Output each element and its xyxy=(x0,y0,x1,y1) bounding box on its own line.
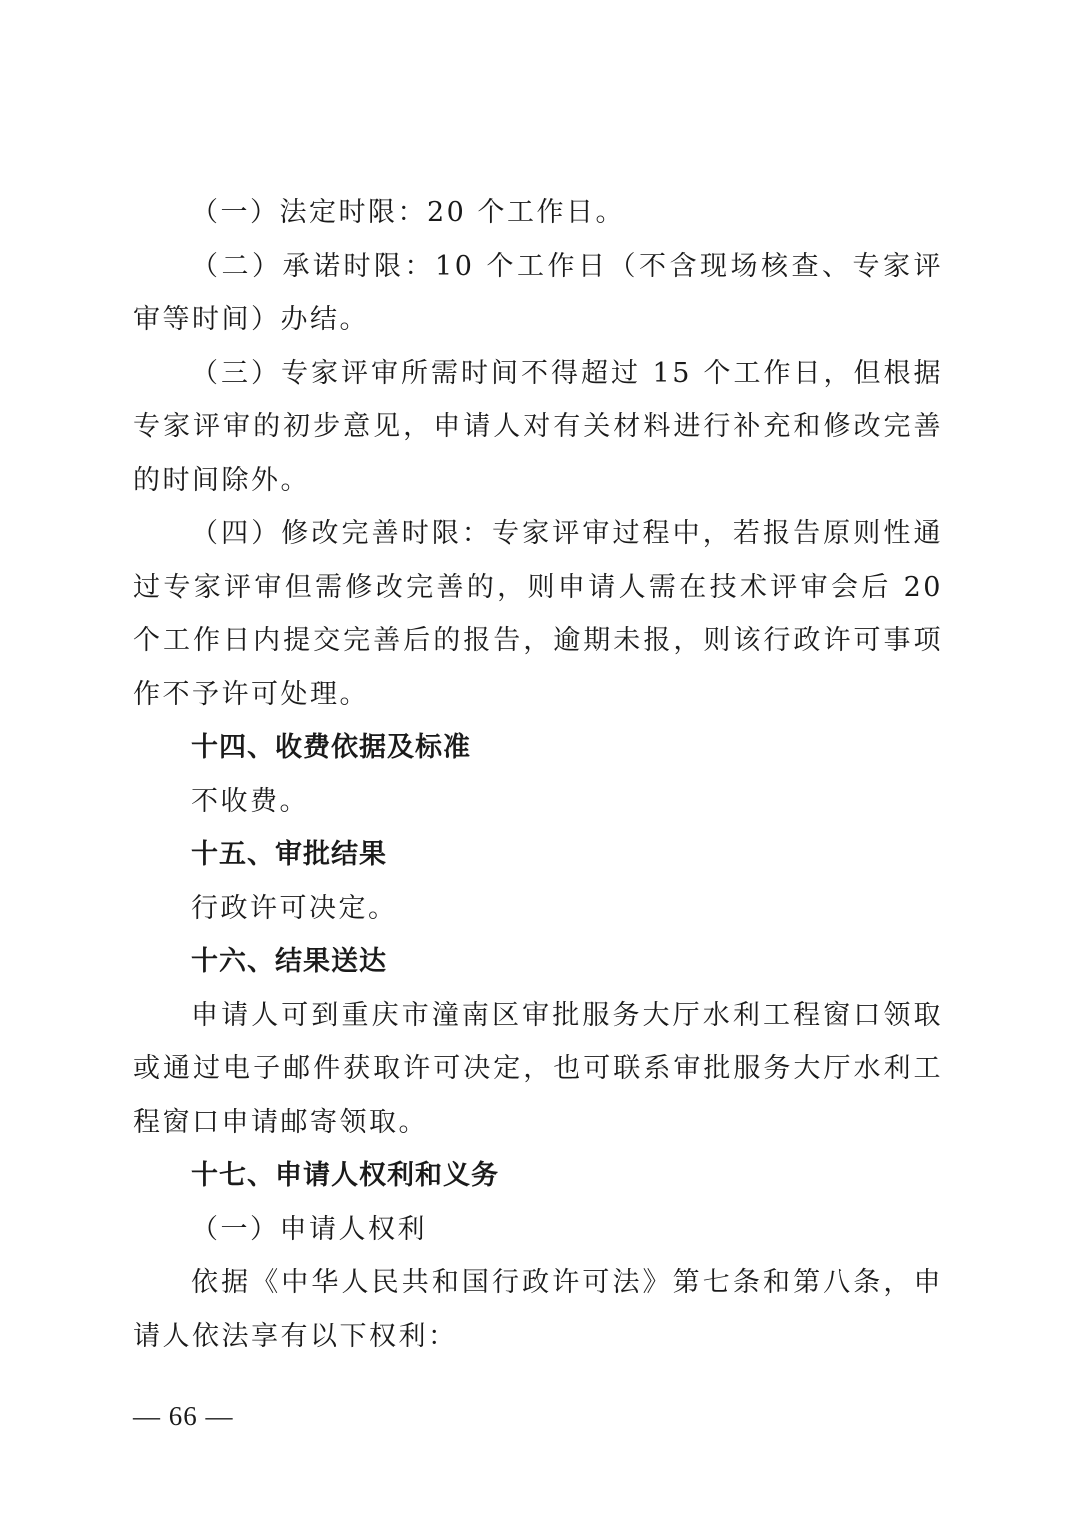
paragraph-approval-decision: 行政许可决定。 xyxy=(191,892,398,924)
document-body xyxy=(133,186,943,1363)
paragraph-revision-time-limit: （四）修改完善时限：专家评审过程中，若报告原则性通过专家评审但需修改完善的，则申请人需在技术评审会后 20 个工作日内提交完善后的报告，逾期未报，则该行政许可事项作不予许可处理。 xyxy=(133,518,943,710)
paragraph-applicant-rights-basis: 依据《中华人民共和国行政许可法》第七条和第八条，申请人依法享有以下权利： xyxy=(133,1267,943,1352)
paragraph-delivery-method: 申请人可到重庆市潼南区审批服务大厅水利工程窗口领取或通过电子邮件获取许可决定，也可联系审批服务大厅水利工程窗口申请邮寄领取。 xyxy=(133,999,943,1138)
heading-approval-result: 十五、审批结果 xyxy=(191,839,387,870)
heading-result-delivery: 十六、结果送达 xyxy=(191,946,387,977)
paragraph-statutory-time-limit: （一）法定时限：20 个工作日。 xyxy=(191,197,625,228)
paragraph-expert-review-time: （三）专家评审所需时间不得超过 15 个工作日，但根据专家评审的初步意见，申请人对有关材料进行补充和修改完善的时间除外。 xyxy=(133,357,943,496)
paragraph-promised-time-limit: （二）承诺时限：10 个工作日（不含现场核查、专家评审等时间）办结。 xyxy=(133,250,943,335)
heading-applicant-rights-duties: 十七、申请人权利和义务 xyxy=(191,1160,499,1191)
heading-fee-basis: 十四、收费依据及标准 xyxy=(191,732,471,763)
page-number: — 66 — xyxy=(133,1401,234,1431)
paragraph-applicant-rights-title: （一）申请人权利 xyxy=(191,1213,427,1245)
paragraph-no-fee: 不收费。 xyxy=(191,785,309,817)
